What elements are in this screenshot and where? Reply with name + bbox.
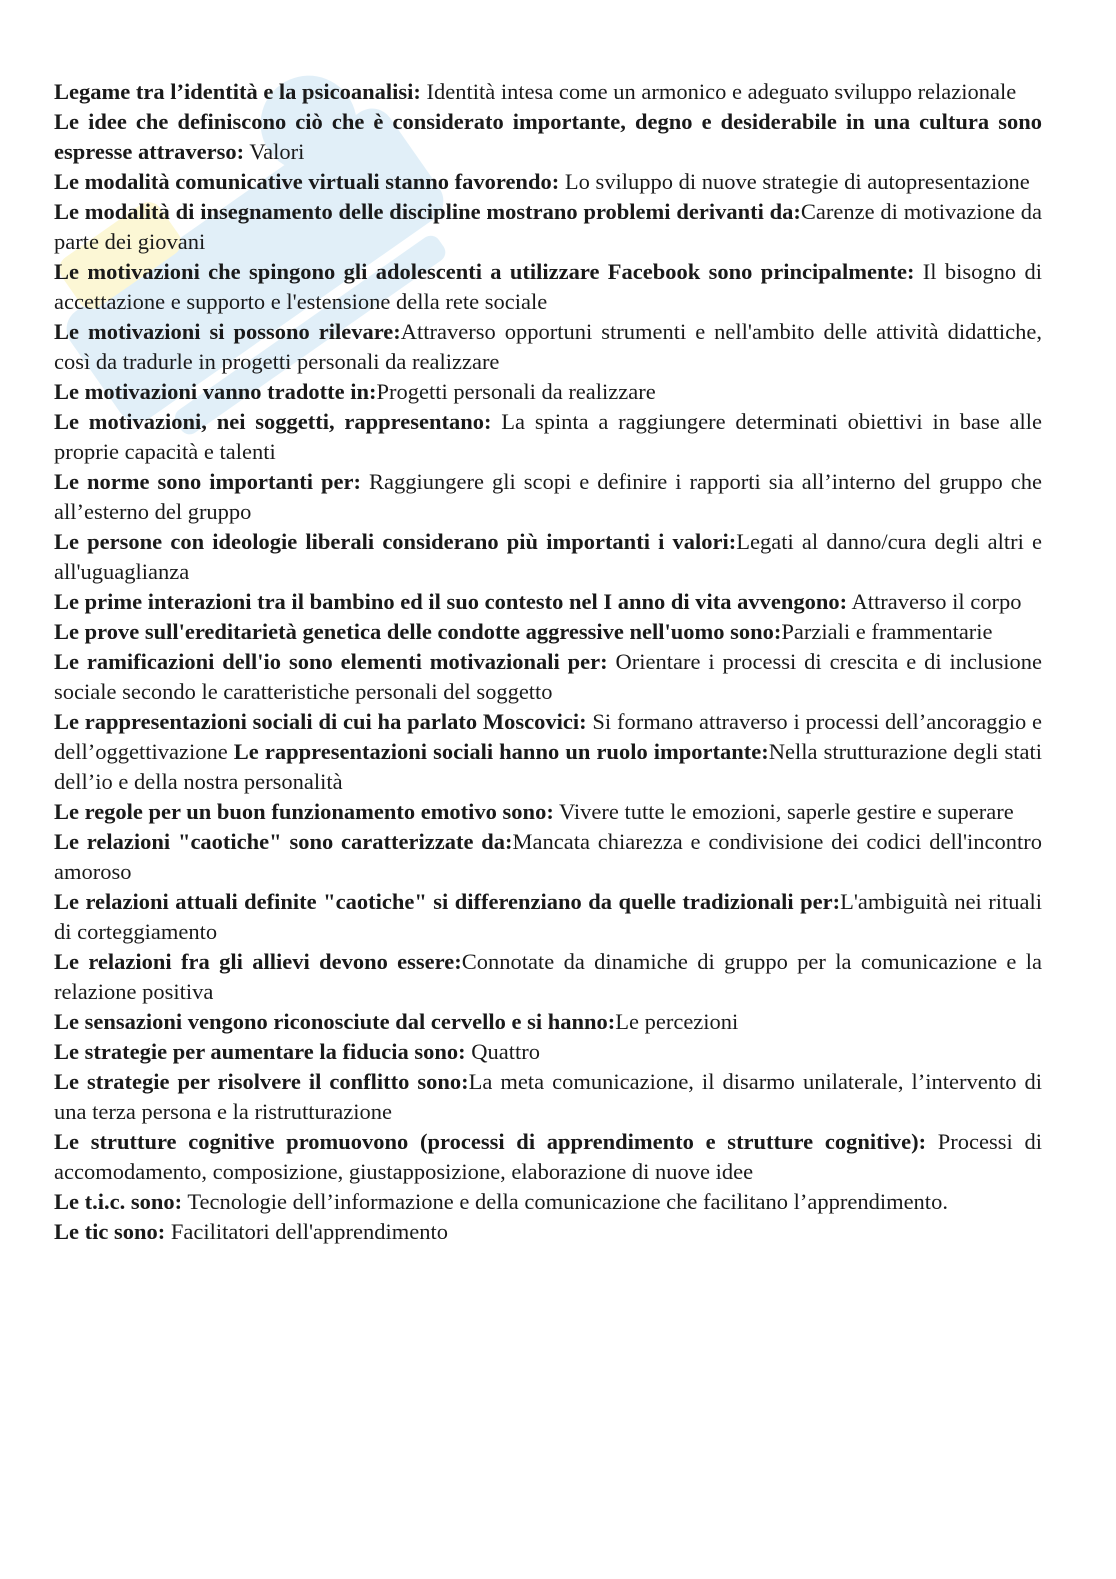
entry-question: Le relazioni attuali definite "caotiche" si differenziano da quelle tradizionali per: <box>54 889 841 914</box>
entry-answer: Progetti personali da realizzare <box>376 379 656 404</box>
entry-question: Le idee che definiscono ciò che è considerato importante, degno e desiderabile in una cultura sono espresse attraverso: <box>54 109 1042 164</box>
qa-entry <box>54 1187 1042 1217</box>
qa-entry <box>54 527 1042 587</box>
entry-question: Le tic sono: <box>54 1219 166 1244</box>
entry-answer: Le percezioni <box>615 1009 739 1034</box>
qa-entry <box>54 707 1042 797</box>
entry-answer: Nella strutturazione degli stati dell’io e della nostra personalità <box>54 739 1043 794</box>
entry-answer: Legati al danno/cura degli altri e all'uguaglianza <box>54 529 1043 584</box>
entry-answer: Facilitatori dell'apprendimento <box>165 1219 448 1244</box>
entry-answer: Si formano attraverso i processi dell’ancoraggio e dell’oggettivazione <box>54 709 1043 764</box>
entry-answer: Tecnologie dell’informazione e della comunicazione che facilitano l’apprendimento. <box>182 1189 948 1214</box>
qa-entry <box>54 1127 1042 1187</box>
entry-question: Le strategie per risolvere il conflitto sono: <box>54 1069 469 1094</box>
entry-answer: Vivere tutte le emozioni, saperle gestire e superare <box>553 799 1014 824</box>
entry-answer: Il bisogno di accettazione e supporto e l'estensione della rete sociale <box>54 259 1042 314</box>
qa-entry <box>54 317 1042 377</box>
qa-entry <box>54 887 1042 947</box>
entry-question: Le motivazioni vanno tradotte in: <box>54 379 377 404</box>
entry-question: Le t.i.c. sono: <box>54 1189 183 1214</box>
qa-entry <box>54 617 1042 647</box>
entry-question: Le motivazioni si possono rilevare: <box>54 319 401 344</box>
qa-entry <box>54 827 1042 887</box>
entry-answer: Mancata chiarezza e condivisione dei codici dell'incontro amoroso <box>54 829 1042 884</box>
entry-answer: Parziali e frammentarie <box>781 619 993 644</box>
qa-entry <box>54 1007 1042 1037</box>
entry-question: Le strutture cognitive promuovono (processi di apprendimento e strutture cognitive): <box>54 1129 927 1154</box>
entry-question: Legame tra l’identità e la psicoanalisi: <box>54 79 421 104</box>
entry-answer: La meta comunicazione, il disarmo unilaterale, l’intervento di una terza persona e la ristrutturazione <box>54 1069 1042 1124</box>
entry-answer: Carenze di motivazione da parte dei giovani <box>54 199 1042 254</box>
qa-entry <box>54 197 1042 257</box>
entry-question: Le ramificazioni dell'io sono elementi motivazionali per: <box>54 649 608 674</box>
entry-answer: Lo sviluppo di nuove strategie di autopresentazione <box>559 169 1030 194</box>
qa-entry <box>54 257 1042 317</box>
entry-answer: L'ambiguità nei rituali di corteggiamento <box>54 889 1042 944</box>
document-body <box>54 77 1042 1247</box>
qa-entry <box>54 77 1042 107</box>
qa-entry <box>54 1217 1042 1247</box>
entry-question: Le relazioni fra gli allievi devono essere: <box>54 949 462 974</box>
entry-answer: Orientare i processi di crescita e di inclusione sociale secondo le caratteristiche personali del soggetto <box>54 649 1042 704</box>
entry-question: Le rappresentazioni sociali hanno un ruolo importante: <box>233 739 769 764</box>
entry-question: Le relazioni "caotiche" sono caratterizzate da: <box>54 829 513 854</box>
entry-answer: La spinta a raggiungere determinati obiettivi in base alle proprie capacità e talenti <box>54 409 1042 464</box>
qa-entry <box>54 407 1042 467</box>
entry-answer: Identità intesa come un armonico e adeguato sviluppo relazionale <box>420 79 1017 104</box>
entry-question: Le prove sull'ereditarietà genetica delle condotte aggressive nell'uomo sono: <box>54 619 782 644</box>
qa-entry <box>54 1037 1042 1067</box>
entry-question: Le prime interazioni tra il bambino ed il suo contesto nel I anno di vita avvengono: <box>54 589 848 614</box>
entry-question: Le modalità di insegnamento delle discipline mostrano problemi derivanti da: <box>54 199 801 224</box>
entry-question: Le norme sono importanti per: <box>54 469 362 494</box>
qa-entry <box>54 467 1042 527</box>
entry-question: Le rappresentazioni sociali di cui ha parlato Moscovici: <box>54 709 587 734</box>
qa-entry <box>54 947 1042 1007</box>
qa-entry <box>54 377 1042 407</box>
entry-answer: Processi di accomodamento, composizione, giustapposizione, elaborazione di nuove idee <box>54 1129 1042 1184</box>
qa-entry <box>54 647 1042 707</box>
entry-question: Le sensazioni vengono riconosciute dal cervello e si hanno: <box>54 1009 616 1034</box>
entry-answer: Raggiungere gli scopi e definire i rapporti sia all’interno del gruppo che all’esterno del gruppo <box>54 469 1042 524</box>
entry-question: Le persone con ideologie liberali considerano più importanti i valori: <box>54 529 737 554</box>
entry-question: Le regole per un buon funzionamento emotivo sono: <box>54 799 554 824</box>
qa-entry <box>54 167 1042 197</box>
entry-question: Le modalità comunicative virtuali stanno favorendo: <box>54 169 560 194</box>
entry-answer: Quattro <box>465 1039 540 1064</box>
qa-entry <box>54 797 1042 827</box>
entry-question: Le motivazioni che spingono gli adolescenti a utilizzare Facebook sono principalmente: <box>54 259 915 284</box>
qa-entry <box>54 1067 1042 1127</box>
qa-entry <box>54 587 1042 617</box>
entry-answer: Connotate da dinamiche di gruppo per la comunicazione e la relazione positiva <box>54 949 1042 1004</box>
qa-entry <box>54 107 1042 167</box>
entry-question: Le motivazioni, nei soggetti, rappresentano: <box>54 409 492 434</box>
entry-answer: Attraverso opportuni strumenti e nell'ambito delle attività didattiche, così da tradurle in progetti personali da realizzare <box>54 319 1042 374</box>
entry-question: Le strategie per aumentare la fiducia sono: <box>54 1039 466 1064</box>
entry-answer: Attraverso il corpo <box>847 589 1022 614</box>
entry-answer: Valori <box>244 139 305 164</box>
